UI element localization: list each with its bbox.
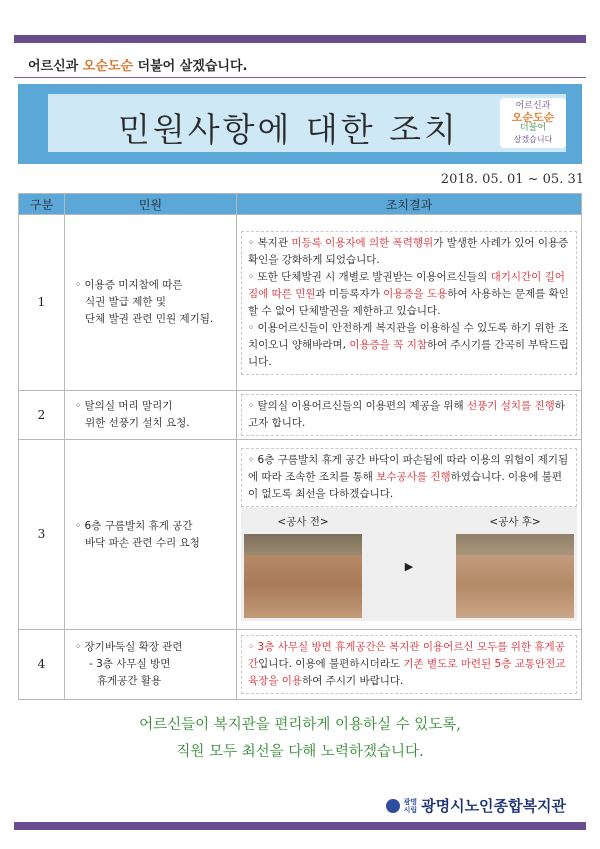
complaint-line: ◦ 6층 구름발치 휴게 공간 (75, 519, 193, 532)
result-paragraph (248, 452, 570, 503)
result-text: 하여 주시기 바랍니다. (302, 675, 404, 687)
complaint-line: 휴게공간 활용 (97, 675, 162, 687)
result-text: ◦ 또한 단체발권 시 개별로 발권받는 이용어르신들의 (248, 270, 491, 283)
header-category: 구분 (19, 194, 65, 215)
highlight-text: 보수공사를 진행 (376, 471, 451, 483)
highlight-text: 기존 별도로 마련된 5층 교통안전교육장을 이용 (248, 658, 566, 687)
row-number: 3 (19, 440, 65, 630)
photo-comparison (244, 514, 574, 618)
logo (500, 98, 566, 148)
table-row (19, 215, 582, 391)
result-box (241, 635, 577, 694)
org-name: 광명시노인종합복지관 (421, 797, 566, 815)
result-text: 과 미등록자가 (315, 287, 384, 300)
slogan-pre: 어르신과 (28, 59, 83, 74)
result-text: ◦ 탈의실 이용어르신들의 이용편의 제공을 위해 (248, 400, 467, 412)
page-title: 민원사항에 대한 조치 (118, 110, 459, 149)
header-result: 조치결과 (237, 194, 582, 215)
organization-footer (386, 795, 566, 816)
result-paragraph (248, 320, 570, 371)
result-paragraph (248, 235, 570, 269)
photo-before (244, 514, 362, 618)
table-row (19, 630, 582, 700)
slogan-divider (14, 77, 586, 78)
closing-message (0, 712, 600, 766)
closing-line-1: 어르신들이 복지관을 편리하게 이용하실 수 있도록, (139, 717, 461, 733)
highlight-text: ◦ 3층 사무실 방면 휴게공간은 복지관 이용어르신 모두를 위한 휴게공간 (248, 641, 565, 670)
photo-after-caption: <공사 후> (489, 516, 541, 528)
slogan-post: 더불어 살겠습니다. (133, 59, 248, 74)
table-row (19, 391, 582, 440)
photo-after (456, 514, 574, 618)
logo-line-1: 어르신과 (515, 101, 551, 111)
complaint-cell (65, 630, 237, 700)
complaint-line: 단체 발권 관련 민원 제기됨. (85, 313, 214, 325)
title-panel (48, 94, 566, 152)
slogan-accent: 오순도순 (82, 59, 133, 74)
complaint-line: 바닥 파손 관련 수리 요청 (85, 536, 200, 549)
result-text: ◦ 6층 구름발치 휴게 공간 바닥이 파손됨에 따라 이용의 위험이 제기됨에 따라 조속한 조치를 통해 (248, 454, 569, 483)
highlight-text: 이용증을 도용 (383, 287, 448, 300)
photo-before-caption: <공사 전> (277, 516, 329, 528)
closing-line-2: 직원 모두 최선을 다해 노력하겠습니다. (176, 744, 424, 760)
result-box (241, 231, 577, 375)
highlight-text: 이용증을 꼭 지참 (349, 338, 427, 351)
result-text: 입니다. 이용에 불편하시더라도 (258, 658, 404, 670)
row-number: 1 (19, 215, 65, 391)
org-emblem-icon (386, 799, 400, 813)
top-bar (14, 35, 586, 43)
complaint-line: ◦ 장기바둑실 확장 관련 (75, 641, 183, 653)
result-text: ◦ 이용어르신들이 안전하게 복지관을 이용하실 수 있도록 하기 위한 조치이오니 양해바라며, (248, 321, 569, 351)
result-text: 하였습니다. 이용에 불편이 없도록 최선을 다하겠습니다. (248, 471, 563, 500)
complaint-line: 식권 발급 제한 및 (85, 296, 167, 308)
complaint-line: ◦ 탈의실 머리 말리기 (75, 400, 173, 412)
complaint-cell (65, 440, 237, 630)
org-small-label: 광명 시립 (403, 797, 418, 814)
complaint-line: 위한 선풍기 설치 요청. (85, 417, 190, 429)
result-cell (237, 215, 582, 391)
row-number: 4 (19, 630, 65, 700)
header-complaint: 민원 (65, 194, 237, 215)
result-text: 하고자 합니다. (248, 400, 565, 429)
result-box (241, 394, 577, 436)
highlight-text: 대기시간이 길어짐에 따른 민원 (248, 270, 565, 300)
result-cell (237, 440, 582, 630)
row-number: 2 (19, 391, 65, 440)
photo-after-image (456, 534, 574, 618)
result-paragraph (248, 639, 570, 690)
complaint-cell (65, 391, 237, 440)
photo-panel (241, 507, 577, 621)
arrow-right-icon: ▶ (404, 559, 414, 573)
result-text: 하여 사용하는 문제를 확인할 수 없어 단체발권을 제한하고 있습니다. (248, 287, 569, 317)
result-cell (237, 630, 582, 700)
report-period: 2018. 05. 01 ~ 05. 31 (440, 172, 584, 187)
table-header-row (19, 194, 582, 215)
result-text: 가 발생한 사례가 있어 이용증 확인을 강화하게 되었습니다. (248, 236, 569, 266)
slogan (28, 55, 247, 74)
table-row (19, 440, 582, 630)
logo-line-3: 더불어 (519, 123, 547, 133)
photo-before-image (244, 534, 362, 618)
highlight-text: 선풍기 설치를 진행 (466, 400, 555, 412)
logo-line-2: 오순도순 (511, 111, 555, 124)
complaint-line: - 3층 사무실 방면 (89, 658, 171, 670)
logo-line-4: 살겠습니다 (513, 135, 553, 144)
complaint-cell (65, 215, 237, 391)
result-cell (237, 391, 582, 440)
complaint-line: ◦ 이용증 미지참에 따른 (75, 279, 183, 291)
result-box (241, 448, 577, 507)
result-text: 하여 주시기를 간곡히 부탁드립니다. (248, 338, 569, 368)
complaints-table (18, 193, 582, 700)
title-banner (18, 84, 582, 164)
result-text: ◦ 복지관 (248, 236, 292, 249)
highlight-text: 미등록 이용자에 의한 폭력행위 (291, 236, 434, 249)
result-paragraph (248, 269, 570, 320)
bottom-bar (14, 822, 586, 830)
result-paragraph (248, 398, 570, 432)
